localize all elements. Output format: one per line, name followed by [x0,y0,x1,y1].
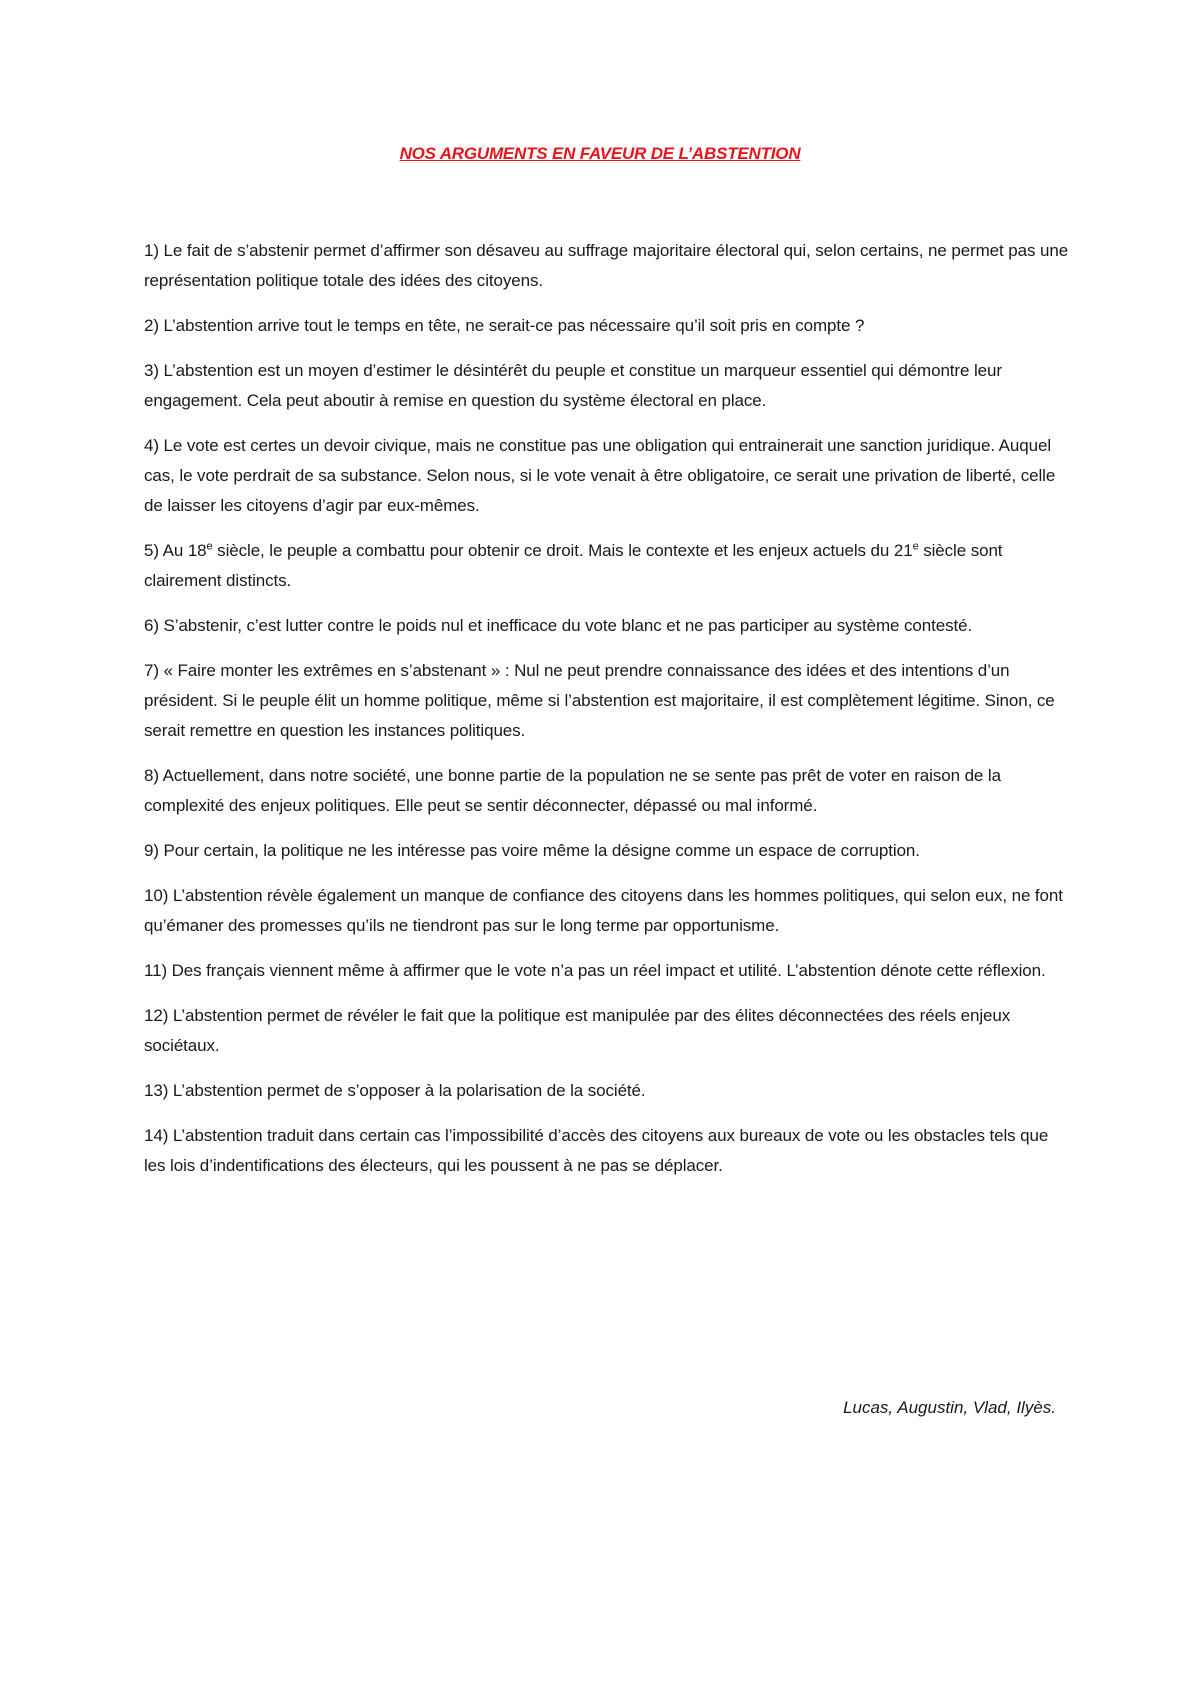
argument-paragraph-12: 12) L’abstention permet de révéler le fait que la politique est manipulée par des élites déconnectées des réels enjeux sociétaux. [144,1006,1011,1055]
argument-paragraph-8: 8) Actuellement, dans notre société, une bonne partie de la population ne se sente pas prêt de voter en raison de la complexité des enjeux politiques. Elle peut se sentir déconnecter, dépassé ou mal informé. [144,766,1001,815]
document-title: NOS ARGUMENTS EN FAVEUR DE L’ABSTENTION [399,144,801,163]
argument-paragraph-9: 9) Pour certain, la politique ne les intéresse pas voire même la désigne comme un espace de corruption. [144,841,920,860]
century-superscript-21: e [912,540,919,553]
argument-paragraph-1: 1) Le fait de s’abstenir permet d’affirmer son désaveu au suffrage majoritaire électoral qui, selon certains, ne permet pas une représentation politique totale des idées des citoyens. [144,241,1069,290]
paragraph-5-part-1: 5) Au 18 [144,541,207,560]
argument-paragraph-2: 2) L’abstention arrive tout le temps en tête, ne serait-ce pas nécessaire qu’il soit pris en compte ? [144,316,865,335]
paragraph-5-part-3: siècle sont clairement distincts. [144,541,1003,590]
century-superscript-18: e [206,540,213,553]
document-body [144,236,1074,1196]
argument-paragraph-5 [144,536,1074,596]
argument-paragraph-7: 7) « Faire monter les extrêmes en s’abstenant » : Nul ne peut prendre connaissance des idées et des intentions d’un président. Si le peuple élit un homme politique, même si l’abstention est majoritaire, il est complètement légitime. Sinon, ce serait remettre en question les instances politiques. [144,661,1055,740]
argument-paragraph-11: 11) Des français viennent même à affirmer que le vote n’a pas un réel impact et utilité. L’abstention dénote cette réflexion. [144,961,1046,980]
argument-paragraph-6: 6) S’abstenir, c’est lutter contre le poids nul et inefficace du vote blanc et ne pas participer au système contesté. [144,616,973,635]
argument-paragraph-13: 13) L’abstention permet de s’opposer à la polarisation de la société. [144,1081,646,1100]
authors-signature: Lucas, Augustin, Vlad, Ilyès. [843,1398,1056,1417]
argument-paragraph-10: 10) L’abstention révèle également un manque de confiance des citoyens dans les hommes politiques, qui selon eux, ne font qu’émaner des promesses qu’ils ne tiendront pas sur le long terme par opportunisme. [144,886,1063,935]
paragraph-5-part-2: siècle, le peuple a combattu pour obtenir ce droit. Mais le contexte et les enjeux actuels du 21 [212,541,913,560]
argument-paragraph-14: 14) L’abstention traduit dans certain cas l’impossibilité d’accès des citoyens aux bureaux de vote ou les obstacles tels que les lois d’indentifications des électeurs, qui les poussent à ne pas se déplacer. [144,1126,1049,1175]
argument-paragraph-4: 4) Le vote est certes un devoir civique, mais ne constitue pas une obligation qui entrainerait une sanction juridique. Auquel cas, le vote perdrait de sa substance. Selon nous, si le vote venait à être obligatoire, ce serait une privation de liberté, celle de laisser les citoyens d’agir par eux-mêmes. [144,436,1056,515]
argument-paragraph-3: 3) L’abstention est un moyen d’estimer le désintérêt du peuple et constitue un marqueur essentiel qui démontre leur engagement. Cela peut aboutir à remise en question du système électoral en place. [144,361,1002,410]
